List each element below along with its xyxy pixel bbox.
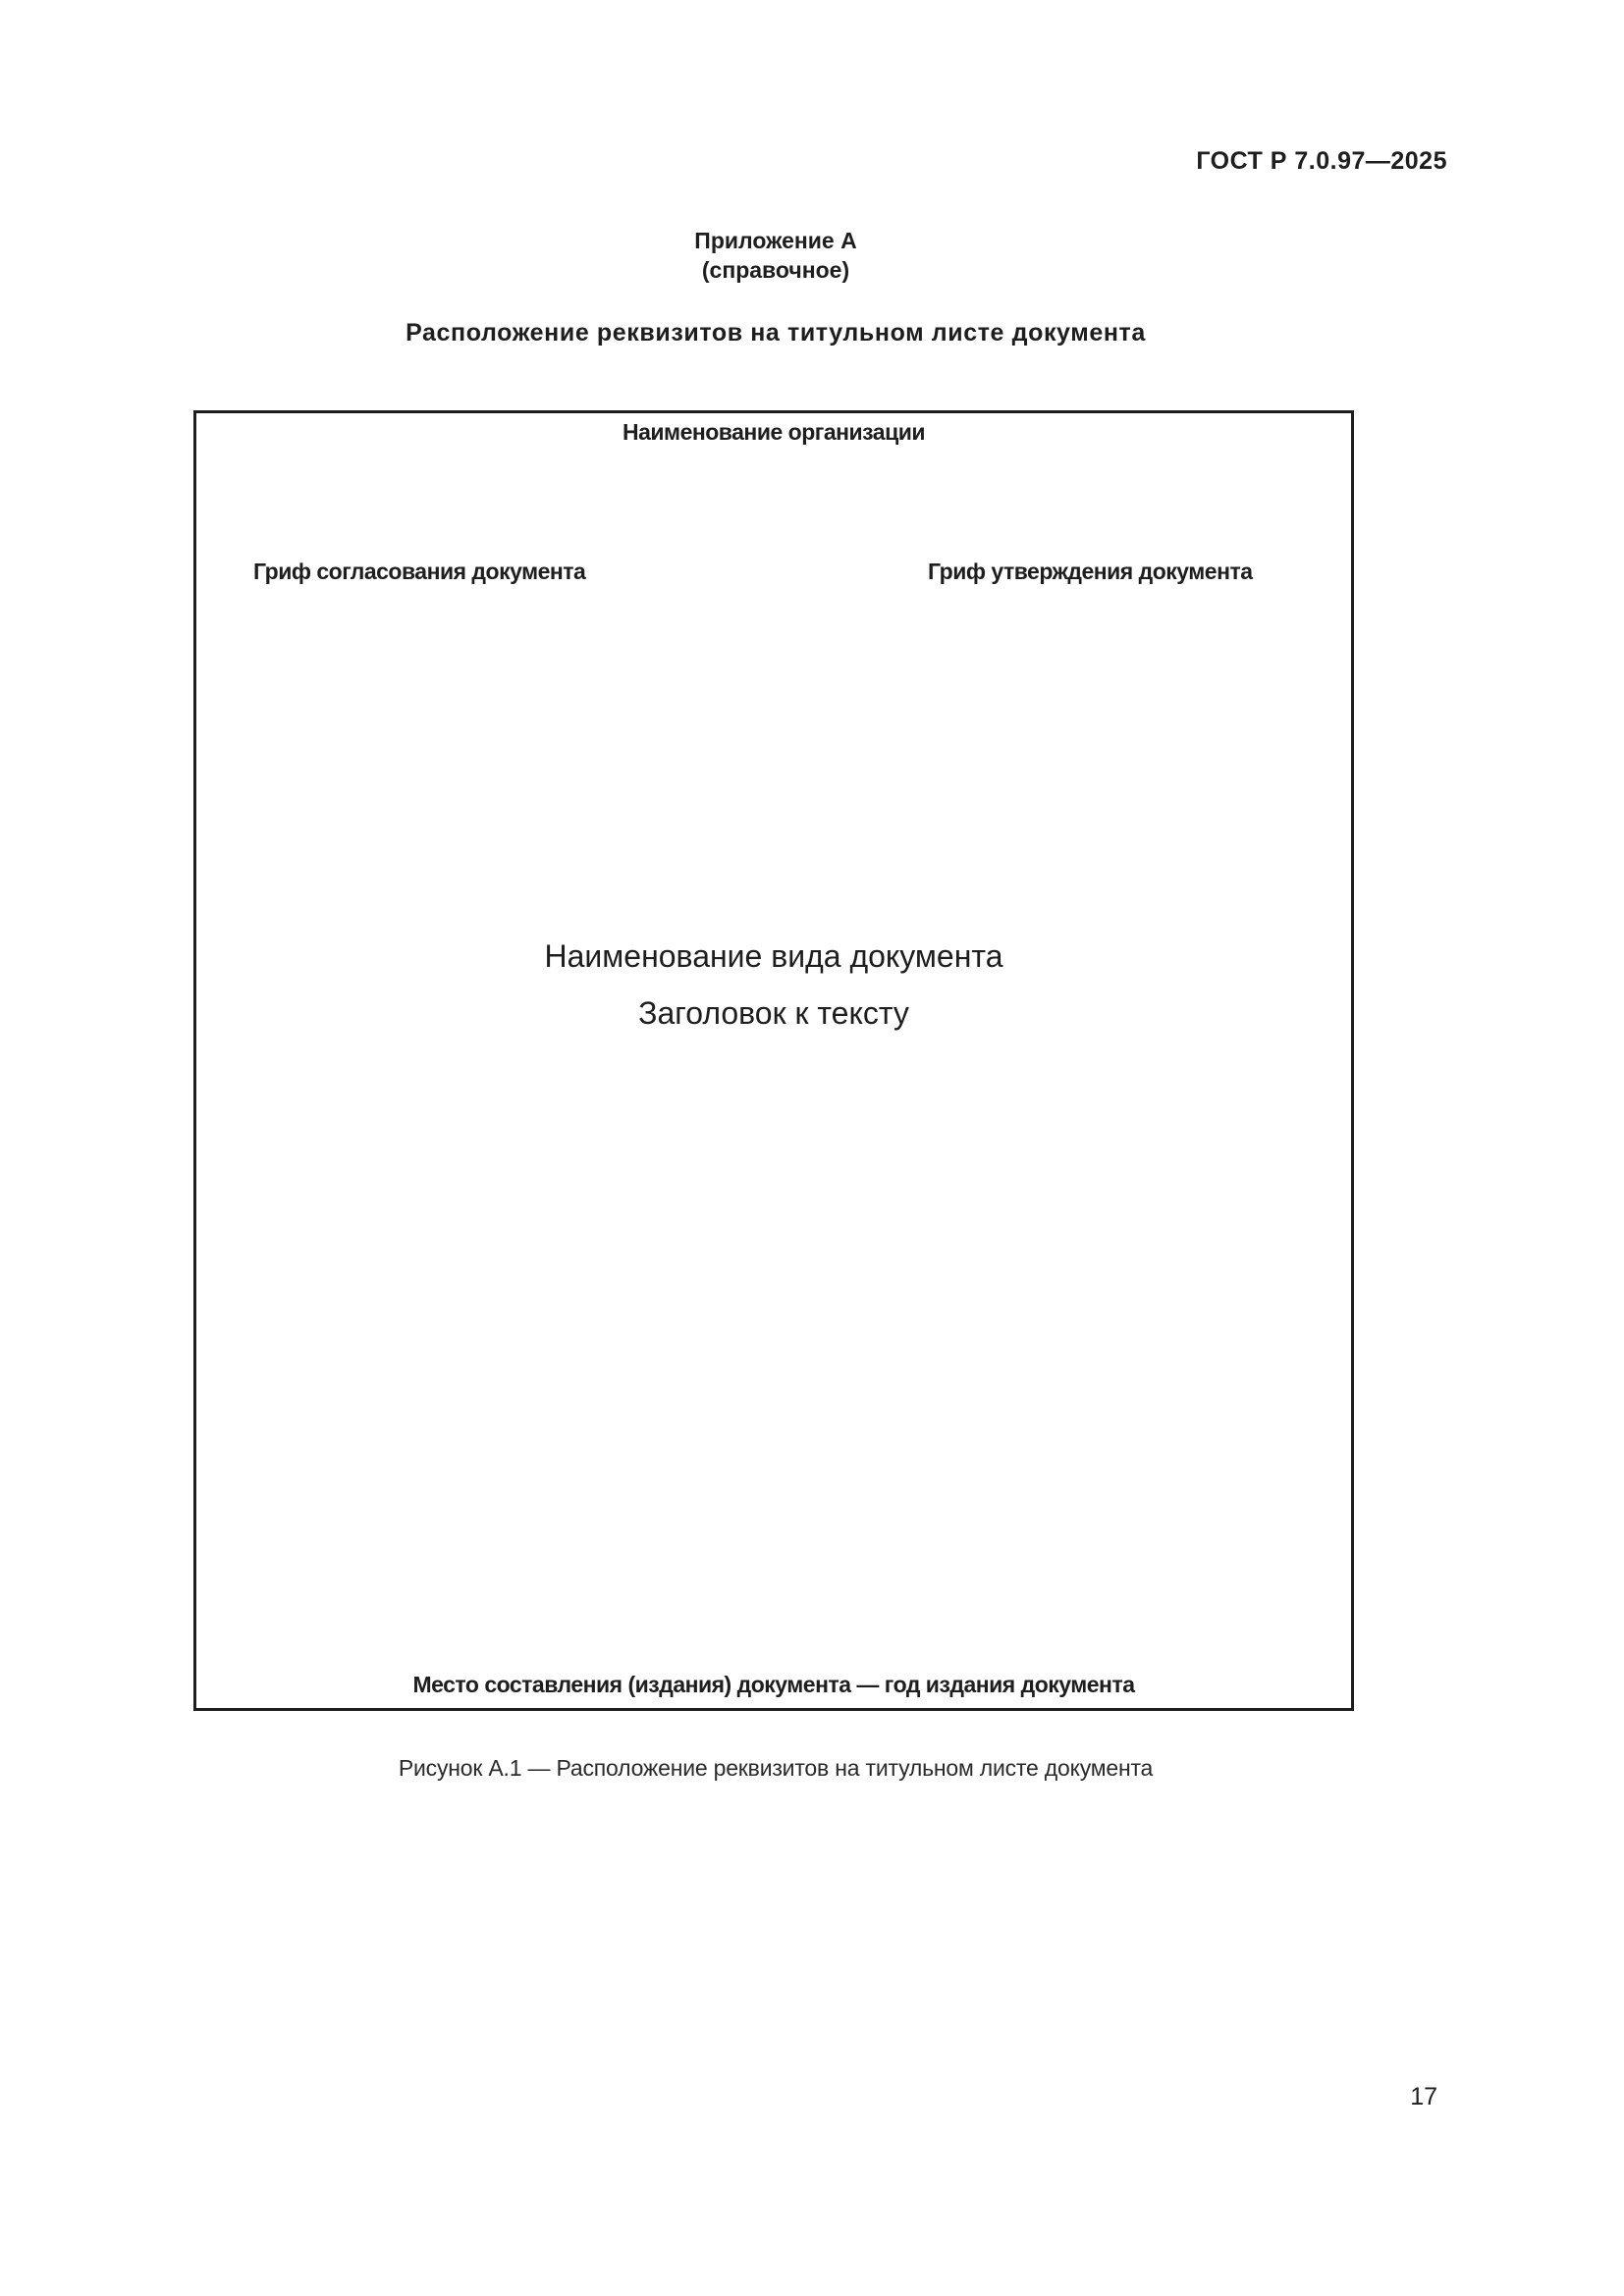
organization-name-label: Наименование организации (623, 419, 925, 445)
standard-code: ГОСТ Р 7.0.97—2025 (1196, 147, 1447, 175)
place-and-year-label: Место составления (издания) документа — год издания документа (412, 1672, 1135, 1697)
annex-heading: Расположение реквизитов на титульном листе документа (406, 319, 1146, 347)
document-type-label: Наименование вида документа (544, 938, 1003, 974)
approval-stamp-agreement-label: Гриф согласования документа (253, 559, 586, 584)
approval-stamp-approval-label: Гриф утверждения документа (928, 559, 1253, 584)
title-page-layout-figure (193, 410, 1354, 1711)
text-heading-label: Заголовок к тексту (638, 995, 909, 1031)
annex-title: Приложение А (694, 228, 857, 253)
annex-status: (справочное) (701, 257, 850, 283)
page-number: 17 (1410, 2083, 1437, 2110)
figure-caption: Рисунок А.1 — Расположение реквизитов на титульном листе документа (398, 1755, 1154, 1781)
